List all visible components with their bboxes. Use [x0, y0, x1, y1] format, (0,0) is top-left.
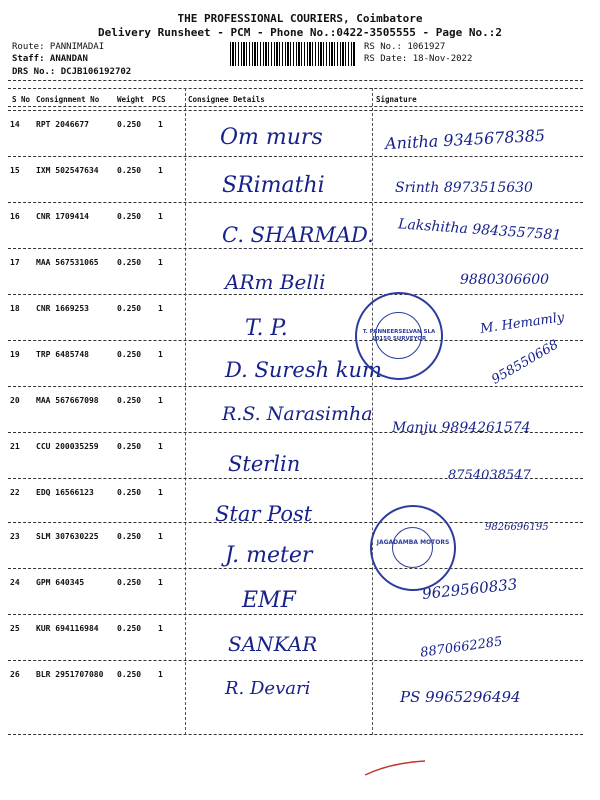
row-divider — [8, 614, 583, 615]
row-sno: 24 — [10, 578, 20, 587]
runsheet-subtitle: Delivery Runsheet - PCM - Phone No.:0422-3505555 - Page No.:2 — [98, 26, 502, 39]
consignee-handwriting: Star Post — [215, 502, 313, 526]
row-divider — [8, 660, 583, 661]
row-pcs: 1 — [158, 396, 163, 405]
row-consignment: CNR 1709414 — [36, 212, 89, 221]
divider — [8, 734, 583, 735]
drs-number: DRS No.: DCJB106192702 — [12, 67, 132, 77]
row-sno: 23 — [10, 532, 20, 541]
row-pcs: 1 — [158, 624, 163, 633]
column-divider — [185, 88, 186, 735]
row-sno: 20 — [10, 396, 20, 405]
signature-handwriting: 9629560833 — [421, 575, 519, 603]
row-sno: 15 — [10, 166, 20, 175]
consignee-handwriting: Om murs — [220, 125, 323, 150]
row-weight: 0.250 — [117, 258, 142, 267]
row-consignment: CCU 200035259 — [36, 442, 99, 451]
row-sno: 26 — [10, 670, 20, 679]
row-pcs: 1 — [158, 532, 163, 541]
row-consignment: BLR 2951707080 — [36, 670, 104, 679]
row-weight: 0.250 — [117, 624, 142, 633]
signature-handwriting: 8754038547 — [448, 468, 531, 483]
signature-handwriting: Srinth 8973515630 — [395, 180, 533, 196]
row-weight: 0.250 — [117, 670, 142, 679]
row-consignment: MAA 567531065 — [36, 258, 99, 267]
signature-handwriting: PS 9965296494 — [400, 688, 521, 706]
row-sno: 22 — [10, 488, 20, 497]
row-weight: 0.250 — [117, 532, 142, 541]
consignee-handwriting: Sterlin — [228, 452, 301, 476]
row-divider — [8, 202, 583, 203]
row-pcs: 1 — [158, 166, 163, 175]
row-pcs: 1 — [158, 304, 163, 313]
consignee-handwriting: T. P. — [245, 316, 288, 341]
row-divider — [8, 294, 583, 295]
row-divider — [8, 110, 583, 111]
signature-handwriting: 8870662285 — [419, 634, 504, 661]
divider — [8, 106, 583, 107]
row-consignment: GPM 640345 — [36, 578, 85, 587]
surveyor-stamp: T. PANNEERSELVAN SLA 10150 SURVEYOR — [355, 292, 443, 380]
signature-handwriting: 958550668 — [489, 337, 562, 388]
row-weight: 0.250 — [117, 396, 142, 405]
row-consignment: CNR 1669253 — [36, 304, 89, 313]
red-pen-mark — [360, 755, 430, 785]
rs-date: RS Date: 18-Nov-2022 — [364, 54, 473, 64]
row-weight: 0.250 — [117, 166, 142, 175]
row-consignment: MAA 567667098 — [36, 396, 99, 405]
staff-label: Staff: ANANDAN — [12, 54, 88, 64]
row-pcs: 1 — [158, 578, 163, 587]
row-pcs: 1 — [158, 488, 163, 497]
row-divider — [8, 156, 583, 157]
signature-handwriting: 9880306600 — [460, 272, 550, 288]
barcode — [230, 42, 355, 66]
signature-handwriting: Manju 9894261574 — [392, 420, 531, 436]
row-divider — [8, 340, 583, 341]
signature-handwriting: Lakshitha 9843557581 — [397, 216, 562, 244]
col-signature: Signature — [376, 95, 417, 104]
consignee-handwriting: J. meter — [225, 543, 313, 568]
row-weight: 0.250 — [117, 442, 142, 451]
row-consignment: KUR 694116984 — [36, 624, 99, 633]
row-pcs: 1 — [158, 120, 163, 129]
row-weight: 0.250 — [117, 488, 142, 497]
col-consignment: Consignment No — [36, 95, 100, 104]
row-consignment: EDQ 16566123 — [36, 488, 94, 497]
row-sno: 19 — [10, 350, 20, 359]
col-sno: S No — [12, 95, 31, 104]
row-sno: 16 — [10, 212, 20, 221]
consignee-handwriting: ARm Belli — [225, 270, 326, 294]
consignee-handwriting: R.S. Narasimha — [222, 403, 373, 425]
row-pcs: 1 — [158, 212, 163, 221]
row-sno: 21 — [10, 442, 20, 451]
signature-handwriting: M. Hemamly — [479, 310, 566, 337]
divider — [8, 88, 583, 89]
row-pcs: 1 — [158, 670, 163, 679]
motors-stamp: JAGADAMBA MOTORS — [370, 505, 456, 591]
row-weight: 0.250 — [117, 578, 142, 587]
col-details: Consignee Details — [188, 95, 265, 104]
consignee-handwriting: EMF — [242, 588, 296, 613]
row-pcs: 1 — [158, 442, 163, 451]
row-consignment: IXM 502547634 — [36, 166, 99, 175]
row-sno: 14 — [10, 120, 20, 129]
row-weight: 0.250 — [117, 212, 142, 221]
row-pcs: 1 — [158, 350, 163, 359]
col-weight: Weight — [117, 95, 145, 104]
row-consignment: RPT 2046677 — [36, 120, 89, 129]
row-sno: 17 — [10, 258, 20, 267]
row-weight: 0.250 — [117, 120, 142, 129]
consignee-handwriting: SANKAR — [228, 632, 318, 656]
divider — [8, 80, 583, 81]
row-sno: 18 — [10, 304, 20, 313]
signature-handwriting: Anitha 9345678385 — [384, 125, 546, 154]
consignee-handwriting: SRimathi — [222, 173, 325, 198]
row-pcs: 1 — [158, 258, 163, 267]
col-pcs: PCS — [152, 95, 166, 104]
runsheet-title: THE PROFESSIONAL COURIERS, Coimbatore — [177, 12, 423, 25]
rs-number: RS No.: 1061927 — [364, 42, 446, 52]
row-divider — [8, 568, 583, 569]
row-weight: 0.250 — [117, 304, 142, 313]
row-weight: 0.250 — [117, 350, 142, 359]
consignee-handwriting: C. SHARMAD. — [222, 223, 374, 247]
row-consignment: SLM 307630225 — [36, 532, 99, 541]
route-label: Route: PANNIMADAI — [12, 42, 105, 52]
signature-handwriting: 9826696195 — [485, 522, 549, 533]
consignee-handwriting: D. Suresh kum — [225, 358, 382, 382]
row-sno: 25 — [10, 624, 20, 633]
consignee-handwriting: R. Devari — [225, 678, 311, 699]
row-consignment: TRP 6485748 — [36, 350, 89, 359]
row-divider — [8, 248, 583, 249]
